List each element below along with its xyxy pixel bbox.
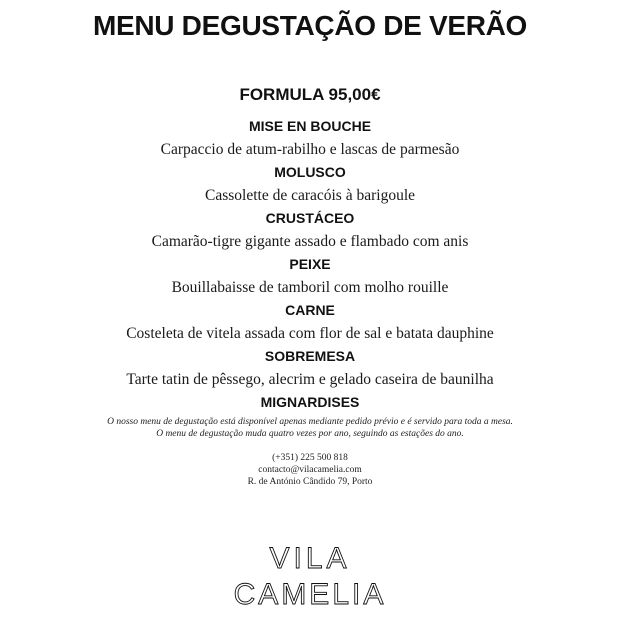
- contact-email: contacto@vilacamelia.com: [258, 465, 362, 475]
- menu-title: MENU DEGUSTAÇÃO DE VERÃO: [92, 10, 528, 41]
- contact-phone: (+351) 225 500 818: [272, 453, 348, 463]
- course-list: [0, 115, 620, 414]
- contact-block: [0, 452, 620, 488]
- course-heading: MOLUSCO: [274, 164, 346, 180]
- course-dish: Cassolette de caracóis à barigoule: [204, 187, 416, 204]
- course-dish: Bouillabaisse de tamboril com molho rouille: [171, 279, 449, 296]
- course-heading: MISE EN BOUCHE: [248, 118, 372, 134]
- menu-note-line: O menu de degustação muda quatro vezes por ano, seguindo as estações do ano.: [156, 429, 464, 439]
- course-heading: PEIXE: [289, 256, 331, 272]
- course-heading: MIGNARDISES: [260, 394, 360, 410]
- course-dish: Camarão-tigre gigante assado e flambado com anis: [151, 233, 469, 250]
- menu-note: [40, 416, 580, 440]
- contact-address: R. de António Cândido 79, Porto: [247, 477, 373, 487]
- course-dish: Costeleta de vitela assada com flor de sal e batata dauphine: [126, 325, 494, 342]
- course-dish: Carpaccio de atum-rabilho e lascas de parmesão: [160, 141, 460, 158]
- vila-camelia-logo: [230, 540, 390, 612]
- logo-line-1: VILA: [269, 542, 351, 575]
- menu-formula-price: FORMULA 95,00€: [239, 85, 381, 104]
- course-heading: SOBREMESA: [264, 348, 356, 364]
- logo-line-2: CAMELIA: [233, 578, 387, 611]
- menu-note-line: O nosso menu de degustação está disponível apenas mediante pedido prévio e é servido para toda a mesa.: [107, 417, 513, 427]
- course-heading: CARNE: [285, 302, 335, 318]
- course-dish: Tarte tatin de pêssego, alecrim e gelado caseira de baunilha: [126, 371, 494, 388]
- course-heading: CRUSTÁCEO: [265, 210, 355, 226]
